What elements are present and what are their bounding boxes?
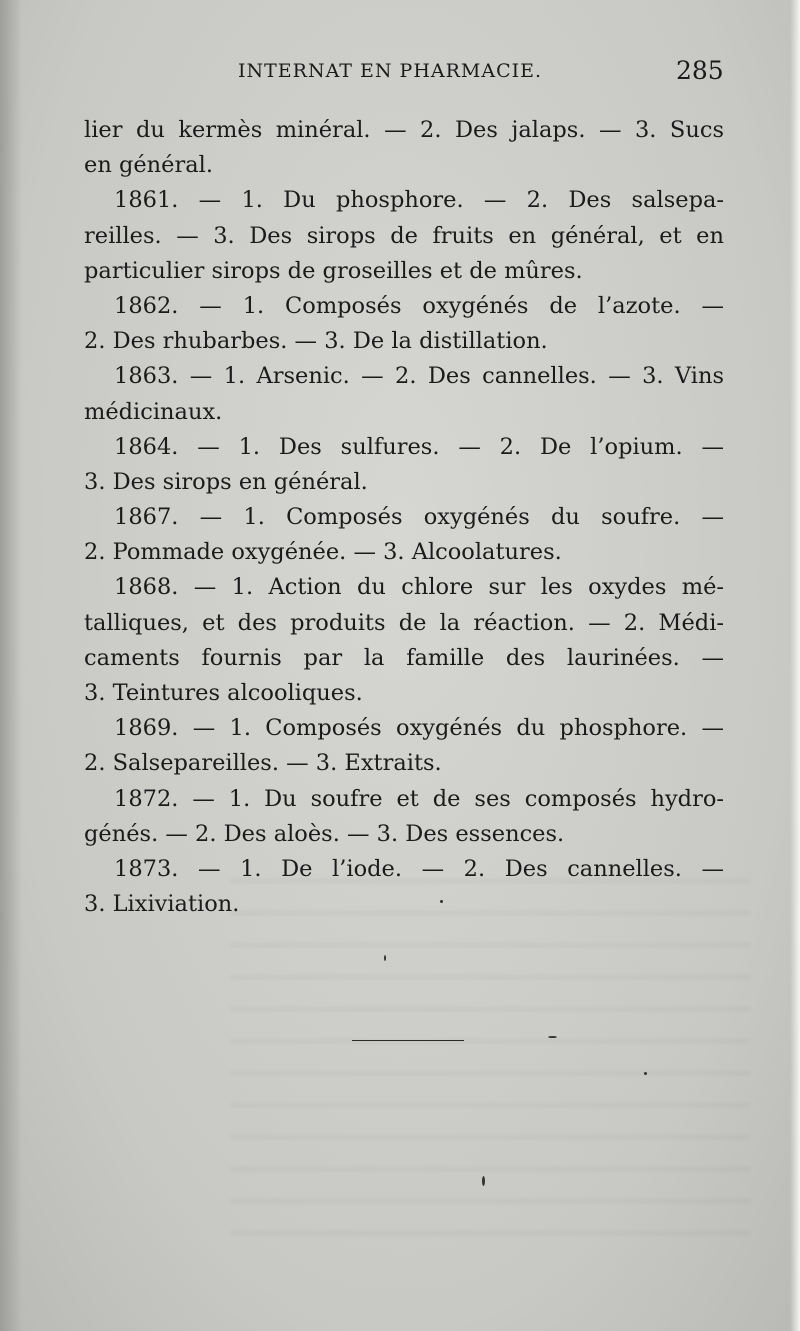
text-line: lier du kermès minéral. — 2. Des jalaps. — 3. Sucs	[84, 117, 724, 143]
text-line: en général.	[84, 152, 214, 179]
text-line: particulier sirops de groseilles et de mûres.	[84, 257, 583, 284]
text-line: 1867. — 1. Composés oxygénés du soufre. —	[114, 504, 724, 531]
page-header	[0, 56, 800, 90]
text-line: 2. Salsepareilles. — 3. Extraits.	[84, 750, 442, 777]
text-line: 1869. — 1. Composés oxygénés du phosphore. —	[114, 715, 724, 742]
bleed-through-texture	[230, 880, 750, 1240]
text-line: caments fournis par la famille des laurinées. —	[84, 644, 724, 671]
text-line: 1863. — 1. Arsenic. — 2. Des cannelles. — 3. Vins	[114, 363, 724, 390]
text-line: 3. Teintures alcooliques.	[84, 680, 363, 706]
ink-speck	[644, 1072, 647, 1075]
text-line: 1873. — 1. De l’iode. — 2. Des cannelles. —	[114, 855, 724, 882]
end-rule	[352, 1040, 464, 1041]
running-title: INTERNAT EN PHARMACIE.	[238, 60, 543, 82]
text-line: 3. Lixiviation.	[84, 891, 240, 918]
text-line: 1868. — 1. Action du chlore sur les oxydes mé-	[114, 574, 724, 601]
text-line: 2. Des rhubarbes. — 3. De la distillation.	[84, 328, 548, 355]
ink-speck	[548, 1036, 557, 1038]
page-left-edge-shadow	[0, 0, 22, 1331]
text-line: 1872. — 1. Du soufre et de ses composés hydro-	[114, 785, 724, 812]
text-line: talliques, et des produits de la réaction. — 2. Médi-	[84, 609, 724, 636]
text-line: reilles. — 3. Des sirops de fruits en général, et en	[84, 222, 724, 249]
text-line: génés. — 2. Des aloès. — 3. Des essences.	[84, 820, 565, 847]
ink-speck	[482, 1176, 485, 1186]
body-text	[84, 113, 724, 922]
text-line: 2. Pommade oxygénée. — 3. Alcoolatures.	[84, 539, 562, 566]
text-line: 1862. — 1. Composés oxygénés de l’azote. —	[114, 292, 724, 319]
text-line: 1864. — 1. Des sulfures. — 2. De l’opium. —	[114, 433, 724, 460]
text-line: 1861. — 1. Du phosphore. — 2. Des salsepa-	[114, 187, 724, 214]
text-line: médicinaux.	[84, 398, 223, 425]
ink-speck	[440, 900, 443, 903]
text-line: 3. Des sirops en général.	[84, 468, 368, 495]
page-right-edge	[790, 0, 800, 1331]
ink-speck	[384, 955, 386, 961]
page-number: 285	[676, 56, 724, 85]
